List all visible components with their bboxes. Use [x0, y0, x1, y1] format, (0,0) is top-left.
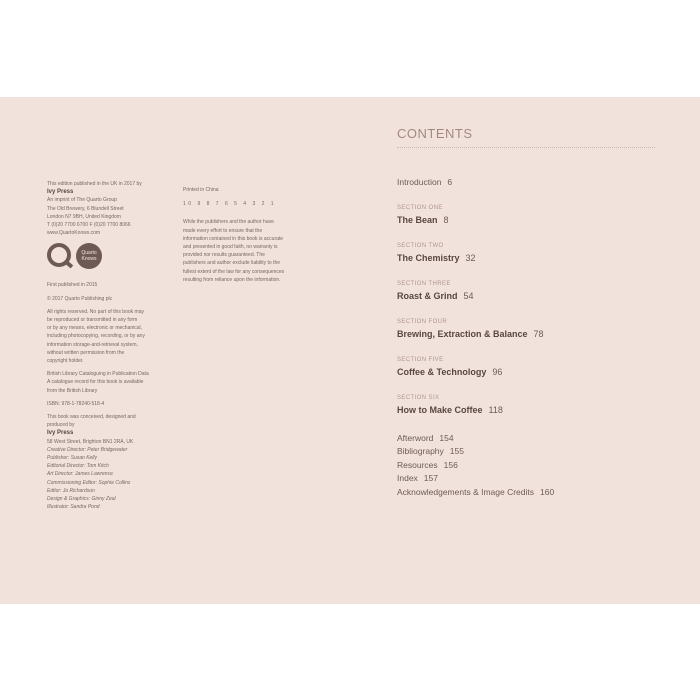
publisher-name: Ivy Press: [47, 189, 74, 196]
rights-line: including photocopying, recording, or by any: [47, 333, 145, 340]
printed-in: Printed in China: [183, 187, 219, 193]
toc-entry: Bibliography 155: [397, 446, 464, 457]
first-published: First published in 2015: [47, 282, 98, 289]
disclaimer-line: While the publishers and the author have: [183, 219, 274, 226]
disclaimer-line: and presented in good faith, no warranty is: [183, 244, 278, 251]
edition-line: This edition published in the UK in 2017 by: [47, 181, 142, 187]
disclaimer-line: made every effort to ensure that the: [183, 227, 263, 234]
conceived-line: produced by: [47, 422, 75, 429]
rights-line: copyright holder.: [47, 358, 84, 365]
address-line: An imprint of The Quarto Group: [47, 197, 117, 204]
cataloguing-line: British Library Cataloguing in Publication Data: [47, 371, 149, 378]
rights-line: without written permission from the: [47, 349, 125, 356]
toc-entry: Acknowledgements & Image Credits 160: [397, 486, 555, 497]
dotted-rule: [397, 147, 655, 148]
disclaimer-line: publishers and author exclude liability to the: [183, 260, 281, 267]
producer-address: 58 West Street, Brighton BN1 2RA, UK: [47, 438, 134, 445]
address-line: London N7 9BH, United Kingdom: [47, 213, 121, 220]
cataloguing-line: A catalogue record for this book is available: [47, 379, 144, 386]
rights-line: be reproduced or transmitted in any form: [47, 317, 138, 324]
rights-line: All rights reserved. No part of this book may: [47, 308, 144, 315]
credit-line: Creative Director: Peter Bridgewater: [47, 446, 128, 453]
toc-back-matter: [397, 432, 677, 500]
rights-line: information storage-and-retrieval system,: [47, 341, 138, 348]
web-line: www.QuartoKnows.com: [47, 230, 101, 237]
toc-entry: Resources 156: [397, 459, 458, 470]
credit-line: Design & Graphics: Ginny Zeal: [47, 496, 116, 503]
disclaimer-line: fullest extent of the law for any consequences: [183, 268, 285, 275]
address-line: The Old Brewery, 6 Blundell Street: [47, 205, 124, 212]
toc-section-one: SECTION ONE The Bean 8: [397, 204, 449, 225]
toc-section-five: SECTION FIVE Coffee & Technology 96: [397, 356, 503, 377]
isbn: ISBN: 978-1-78240-518-4: [47, 400, 105, 407]
knows-badge-icon: Quarto Knows: [76, 243, 102, 269]
print-run-numbers: 10 9 8 7 6 5 4 3 2 1: [183, 201, 277, 208]
toc-entry: Afterword 154: [397, 432, 454, 443]
credit-line: Editor: Jo Richardson: [47, 487, 95, 494]
copyright: © 2017 Quarto Publishing plc: [47, 295, 113, 302]
credit-line: Art Director: James Lawrence: [47, 471, 113, 478]
toc-section-four: SECTION FOUR Brewing, Extraction & Balance 78: [397, 318, 544, 339]
table-of-contents: [397, 176, 677, 500]
disclaimer-line: provided nor results guaranteed. The: [183, 252, 265, 259]
credit-line: Publisher: Susan Kelly: [47, 455, 98, 462]
toc-section-six: SECTION SIX How to Make Coffee 118: [397, 394, 503, 415]
credit-line: Commissioning Editor: Sophie Collins: [47, 479, 131, 486]
toc-entry: Index 157: [397, 473, 438, 484]
disclaimer-line: information contained in this book is accurate: [183, 235, 284, 242]
producer-name: Ivy Press: [47, 430, 74, 437]
credit-line: Illustrator: Sandra Pond: [47, 504, 100, 511]
imprint-column: [47, 180, 177, 512]
rights-line: or by any means, electronic or mechanical,: [47, 325, 143, 332]
toc-section-two: SECTION TWO The Chemistry 32: [397, 242, 476, 263]
disclaimer-line: resulting from reliance upon the information.: [183, 276, 281, 283]
toc-entry-introduction: Introduction 6: [397, 177, 453, 187]
quarto-knows-logo: [47, 243, 117, 277]
phone-line: T (0)20 7700 6700 F (0)20 7700 8066: [47, 222, 131, 229]
printing-column: [183, 186, 305, 284]
contents-title: CONTENTS: [397, 126, 473, 141]
toc-section-three: SECTION THREE Roast & Grind 54: [397, 280, 474, 301]
cataloguing-line: from the British Library: [47, 387, 98, 394]
credit-line: Editorial Director: Tom Kitch: [47, 463, 109, 470]
conceived-line: This book was conceived, designed and: [47, 414, 136, 421]
